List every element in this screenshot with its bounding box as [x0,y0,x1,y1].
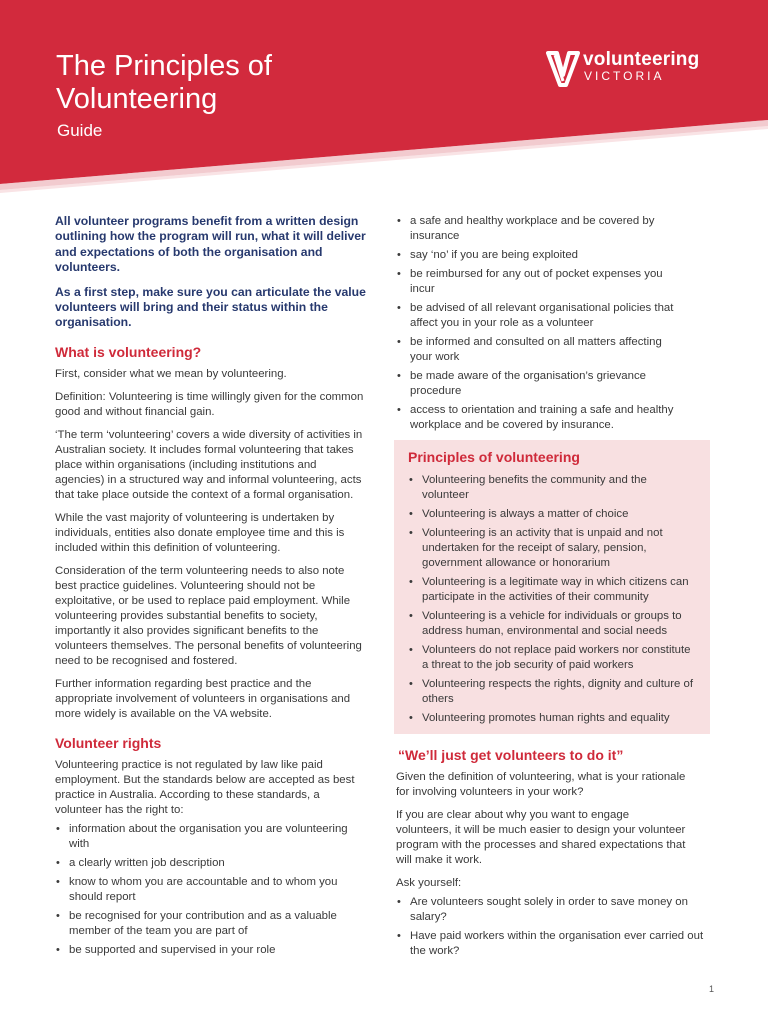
list-item-text: Volunteering respects the rights, dignity and culture of others [422,678,694,705]
list-item-text: Volunteering is always a matter of choice [422,508,629,520]
v-ribbon-logo-icon [546,51,580,87]
left-column [55,214,367,962]
list-item [396,335,686,365]
bullet-icon: • [397,302,401,314]
bullet-icon: • [56,856,60,869]
section-heading-principles: Principles of volunteering [408,449,580,465]
list-item [396,403,686,433]
bullet-icon: • [409,576,413,588]
list-item [55,909,367,939]
list-item-text: information about the organisation you are volunteering with [69,822,348,850]
bullet-icon: • [397,249,401,261]
bullet-icon: • [409,610,413,622]
logo-wordmark: volunteering [583,49,700,70]
list-item-text: be supported and supervised in your role [69,943,276,956]
list-item [396,248,686,263]
bullet-icon: • [56,822,60,835]
list-item-text: a clearly written job description [69,856,225,869]
right-column [396,214,716,963]
page-number: 1 [709,984,715,994]
body-paragraph: Further information regarding best practice and the appropriate involvement of volunteers in organisations and more widely is available on the VA website. [55,677,351,720]
bullet-icon: • [397,896,401,908]
list-item [408,609,696,639]
list-item-text: be advised of all relevant organisational policies that affect you in your role as a volunteer [410,302,674,329]
list-item [396,214,686,244]
section-heading-volunteer-rights: Volunteer rights [55,734,162,751]
list-item [396,895,716,925]
body-paragraph: Ask yourself: [396,877,462,889]
list-item-text: Have paid workers within the organisation ever carried out the work? [410,930,704,957]
list-item-text: be made aware of the organisation’s grievance procedure [410,370,646,397]
intro-paragraph: All volunteer programs benefit from a written design outlining how the program will run, what it will deliver and expectations of both the organisation and volunteers. [55,214,366,275]
intro-paragraph: As a first step, make sure you can articulate the value volunteers will bring and their status within the organisation. [55,284,366,330]
bullet-icon: • [397,336,401,348]
bullet-icon: • [397,404,401,416]
bullet-icon: • [397,930,401,942]
body-paragraph: If you are clear about why you want to engage volunteers, it will be much easier to design your volunteer program with the processes and shared expectations that will make it work. [396,809,686,866]
bullet-icon: • [397,370,401,382]
principles-list [408,473,696,726]
list-item-text: Volunteering is a vehicle for individuals or groups to address human, environmental and social needs [422,610,682,637]
list-item [396,301,686,331]
list-item [408,711,696,726]
bullet-icon: • [409,644,413,656]
page-title: The Principles of Volunteering [56,50,272,115]
body-paragraph: Definition: Volunteering is time willingly given for the common good and without financial gain. [55,390,364,418]
body-paragraph: Given the definition of volunteering, what is your rationale for involving volunteers in your work? [396,771,686,798]
list-item [408,526,696,571]
body-paragraph: ‘The term ‘volunteering’ covers a wide diversity of activities in Australian society. It includes formal volunteering that takes place within organisations (including institutions and agencies) in a structured way and informal volunteering, acts that take place outside the context of a formal organisation. [55,428,363,501]
list-item [396,369,686,399]
list-item-text: know to whom you are accountable and to whom you should report [69,875,338,903]
list-item-text: access to orientation and training a safe and healthy workplace and be covered by insurance. [410,404,674,431]
header-banner [0,0,768,200]
bullet-icon: • [409,508,413,520]
rights-list [55,822,367,958]
bullet-icon: • [397,215,401,227]
rights-list-continued [396,214,686,433]
list-item [408,473,696,503]
list-item-text: Volunteering promotes human rights and equality [422,712,670,724]
bullet-icon: • [56,909,60,922]
list-item [55,875,367,905]
body-paragraph: First, consider what we mean by volunteering. [55,367,287,380]
bullet-icon: • [409,527,413,539]
list-item [396,929,716,959]
bullet-icon: • [409,712,413,724]
list-item-text: be reimbursed for any out of pocket expenses you incur [410,268,663,295]
section-heading-just-get-volunteers: “We’ll just get volunteers to do it” [398,747,624,763]
body-paragraph: Consideration of the term volunteering needs to also note best practice guidelines. Volunteering should not be exploitative, or be used to replace paid employment. While volunteering provides substantial benefits to society, importantly it also provides significant benefits to the volunteers themselves. The personal benefits of volunteering need to be recognised and fostered. [55,564,362,667]
ask-yourself-list [396,895,716,959]
list-item [408,507,696,522]
body-paragraph: While the vast majority of volunteering is undertaken by individuals, entities also donate employee time and this is included within this definition of volunteering. [55,511,345,554]
volunteering-victoria-logo [546,49,726,89]
body-paragraph: Volunteering practice is not regulated by law like paid employment. But the standards below are accepted as best practice in Australia. According to these standards, a volunteer has the right to: [55,758,355,816]
list-item-text: Volunteering benefits the community and the volunteer [422,474,647,501]
bullet-icon: • [409,678,413,690]
list-item-text: be recognised for your contribution and as a valuable member of the team you are part of [69,909,337,937]
list-item [55,822,367,852]
list-item-text: Are volunteers sought solely in order to save money on salary? [410,896,688,923]
list-item-text: Volunteering is a legitimate way in which citizens can participate in the activities of their community [422,576,689,603]
list-item [408,575,696,605]
bullet-icon: • [409,474,413,486]
list-item-text: be informed and consulted on all matters affecting your work [410,336,662,363]
list-item [408,677,696,707]
list-item [408,643,696,673]
list-item [396,267,686,297]
page-subtitle: Guide [57,121,103,140]
bullet-icon: • [56,943,60,956]
list-item-text: Volunteers do not replace paid workers nor constitute a threat to the job security of paid workers [422,644,691,671]
section-heading-what-is-volunteering: What is volunteering? [55,343,202,360]
bullet-icon: • [397,268,401,280]
list-item-text: say ‘no’ if you are being exploited [410,249,579,261]
list-item-text: Volunteering is an activity that is unpaid and not undertaken for the receipt of salary, pension, government allowance or honorarium [422,527,663,569]
bullet-icon: • [56,875,60,888]
list-item [55,856,367,871]
principles-box [394,440,710,734]
list-item-text: a safe and healthy workplace and be covered by insurance [410,215,655,242]
logo-subtext: VICTORIA [584,69,665,83]
list-item [55,943,367,958]
